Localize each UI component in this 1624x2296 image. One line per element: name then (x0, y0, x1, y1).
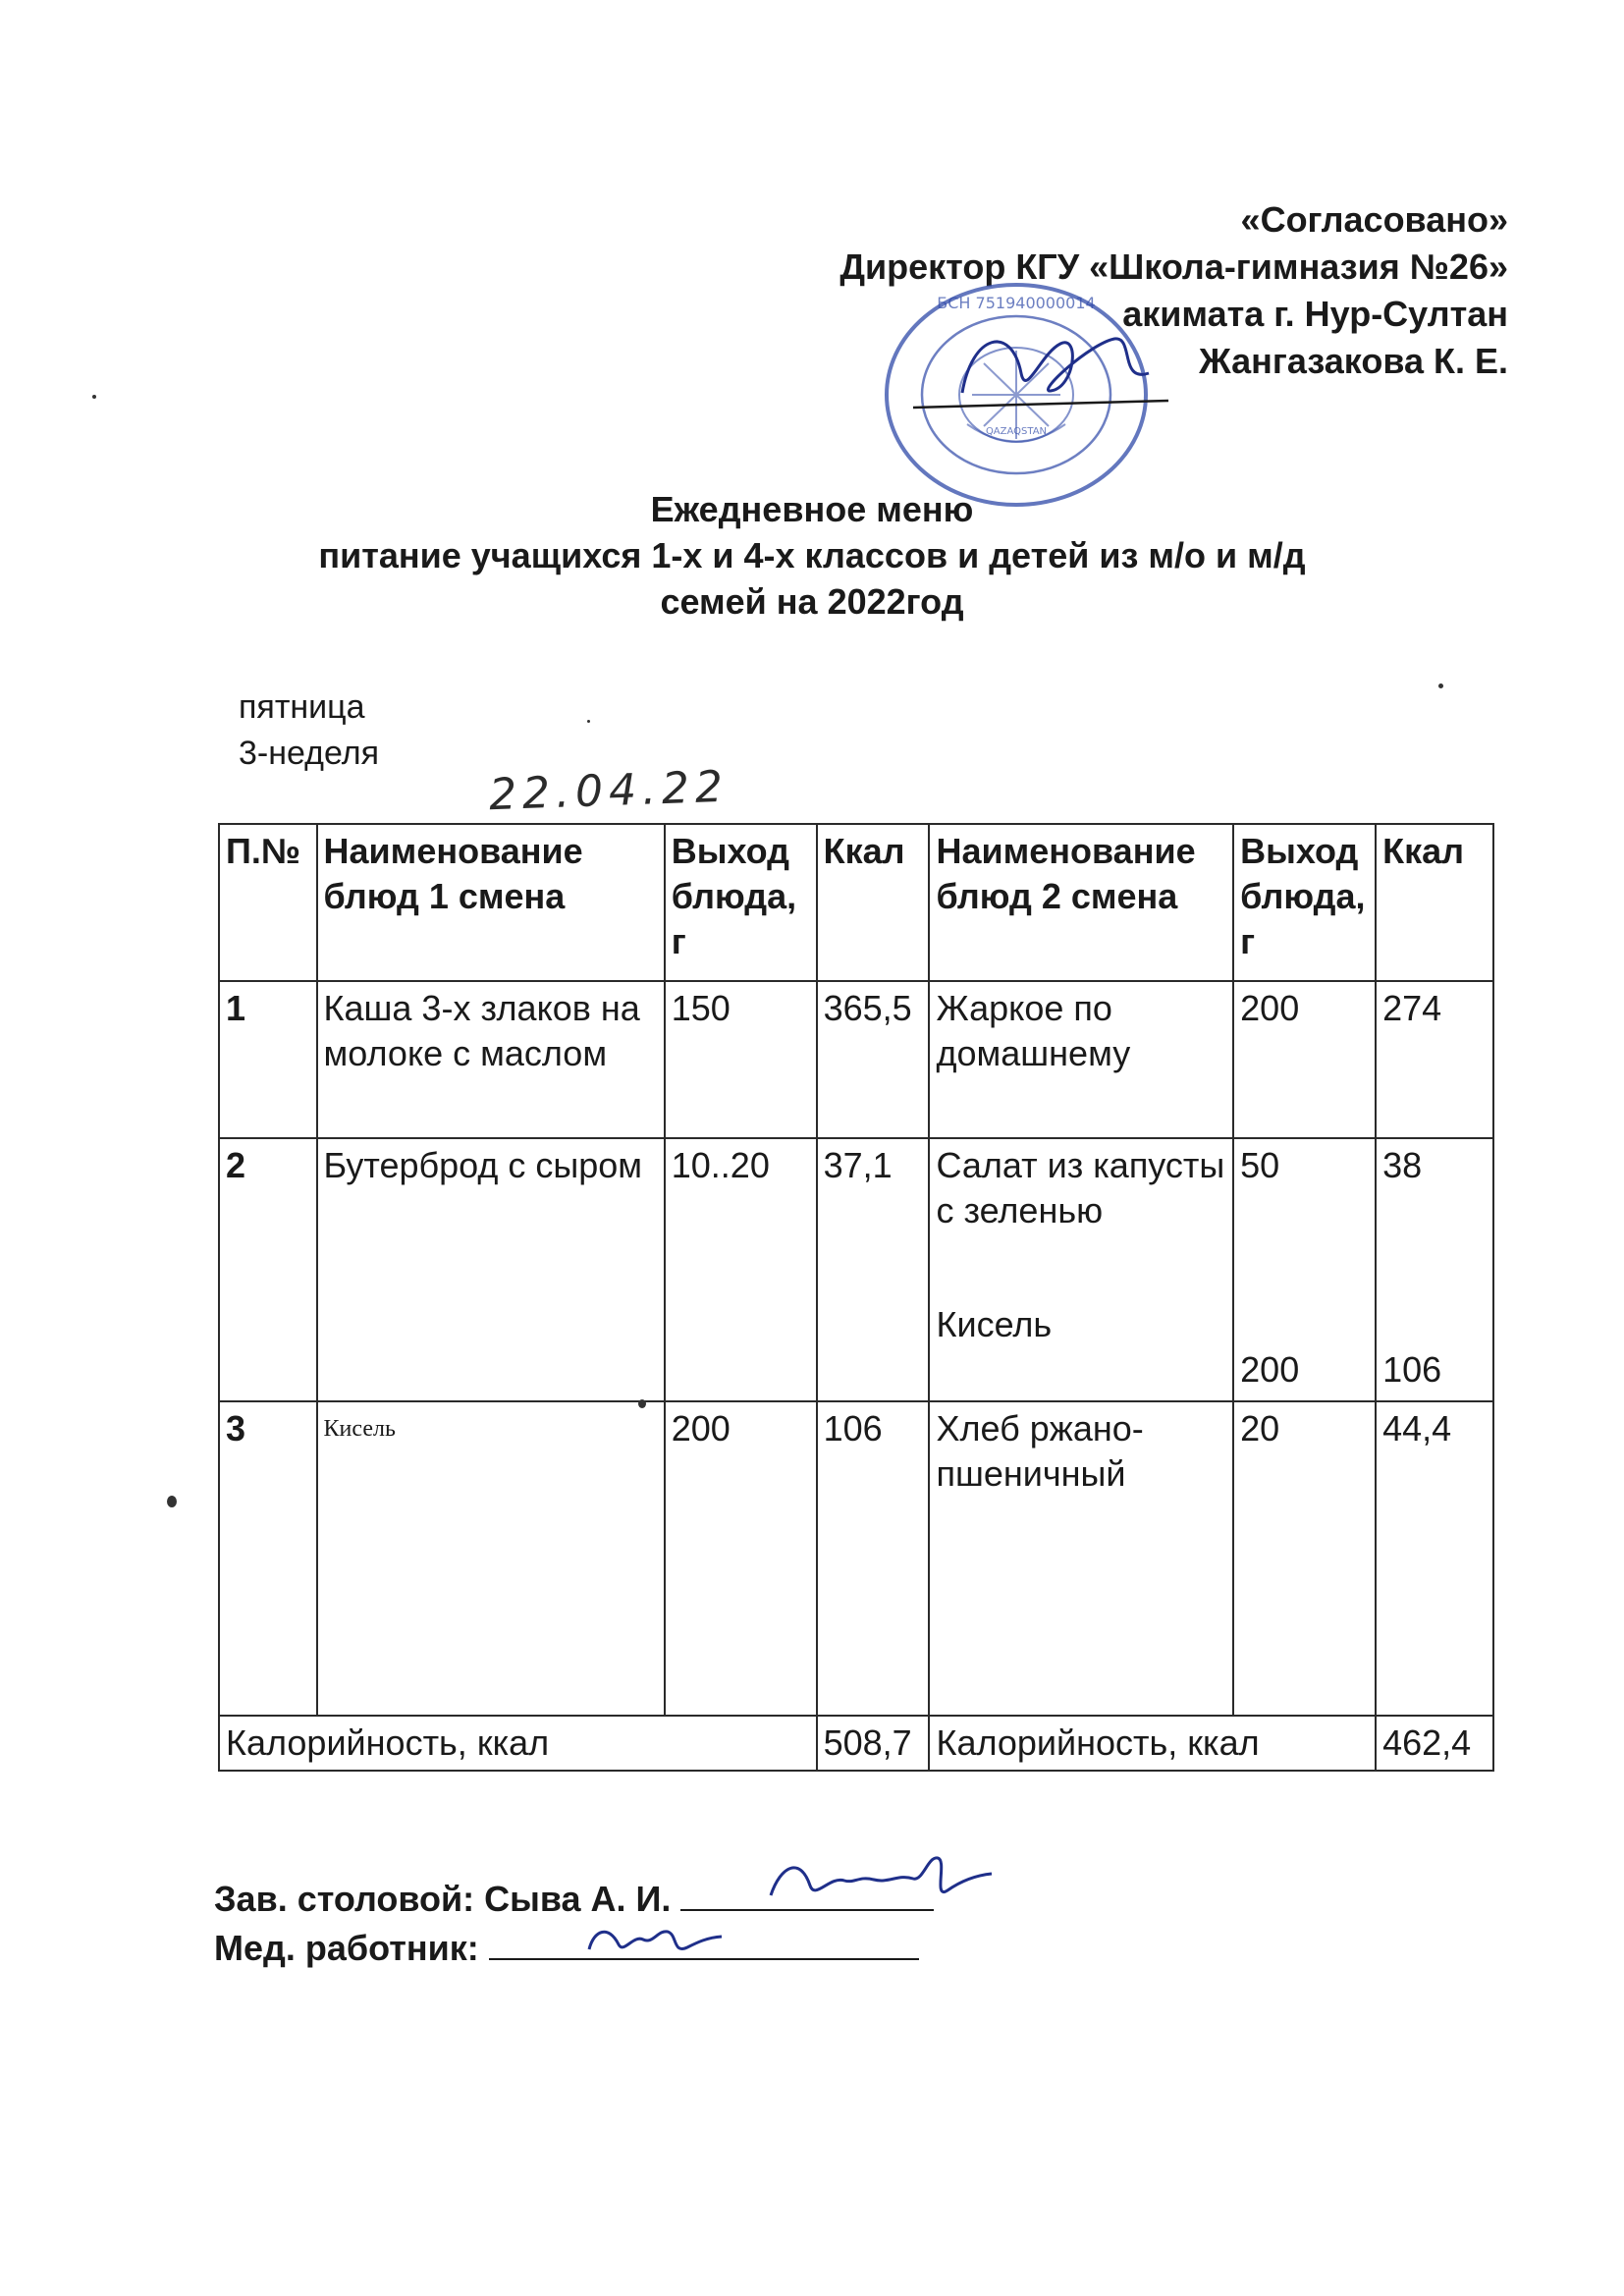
title-line-3: семей на 2022год (660, 581, 964, 622)
header-output-1: Выход блюда, г (665, 824, 817, 981)
output-shift-1: 200 (665, 1401, 817, 1716)
seal-emblem-text: QAZAQSTAN (985, 426, 1048, 437)
output-shift-2: 200 (1233, 981, 1376, 1138)
header-dish-shift-1: Наименование блюд 1 смена (317, 824, 665, 981)
dish-shift-1: Бутерброд с сыром (317, 1138, 665, 1401)
total-label-shift-1: Калорийность, ккал (219, 1716, 817, 1771)
document-title (0, 486, 1624, 625)
kcal-shift-2: 44,4 (1376, 1401, 1493, 1716)
canteen-head-label: Зав. столовой: Сыва А. И. (214, 1879, 672, 1919)
title-line-2: питание учащихся 1-х и 4-х классов и детей из м/о и м/д (318, 535, 1306, 575)
dish-shift-1: Кисель (317, 1401, 665, 1716)
medic-signature (579, 1910, 727, 1969)
row-number: 3 (219, 1401, 317, 1716)
header-output-2: Выход блюда, г (1233, 824, 1376, 981)
kcal-shift-1: 37,1 (817, 1138, 930, 1401)
approval-akimat: акимата г. Нур-Султан (1122, 294, 1508, 334)
total-value-shift-2: 462,4 (1376, 1716, 1493, 1771)
kcal-shift-2: 274 (1376, 981, 1493, 1138)
output-shift-2: 20 (1233, 1401, 1376, 1716)
dish-shift-2: Хлеб ржано-пшеничный (929, 1401, 1233, 1716)
output-shift-2-cell (1233, 1138, 1376, 1401)
total-row (219, 1716, 1493, 1771)
approval-label: «Согласовано» (1240, 199, 1508, 240)
medic-line (214, 1923, 919, 1972)
menu-table (218, 823, 1494, 1772)
total-value-shift-1: 508,7 (817, 1716, 930, 1771)
seal-bin-text: БСН 751940000014 (937, 294, 1096, 312)
output-shift-1: 10..20 (665, 1138, 817, 1401)
kcal-shift-2-cell (1376, 1138, 1493, 1401)
table-header-row (219, 824, 1493, 981)
output-shift-2-extra: 200 (1240, 1349, 1300, 1390)
total-label-shift-2: Калорийность, ккал (929, 1716, 1376, 1771)
header-number: П.№ (219, 824, 317, 981)
weekday: пятница (239, 688, 365, 726)
canteen-signature (761, 1846, 997, 1915)
row-number: 2 (219, 1138, 317, 1401)
row-number: 1 (219, 981, 317, 1138)
table-row (219, 1138, 1493, 1401)
kcal-shift-2-extra: 106 (1382, 1349, 1442, 1390)
kcal-shift-2: 38 (1382, 1145, 1423, 1185)
dish-shift-2: Салат из капусты с зеленью (936, 1145, 1225, 1230)
dish-shift-2: Жаркое по домашнему (929, 981, 1233, 1138)
director-signature (903, 314, 1178, 422)
handwritten-date: 22.04.22 (488, 761, 730, 821)
dish-shift-2-cell (929, 1138, 1233, 1401)
kcal-shift-1: 106 (817, 1401, 930, 1716)
table-row (219, 981, 1493, 1138)
kcal-shift-1: 365,5 (817, 981, 930, 1138)
header-dish-shift-2: Наименование блюд 2 смена (929, 824, 1233, 981)
title-line-1: Ежедневное меню (650, 489, 974, 529)
output-shift-1: 150 (665, 981, 817, 1138)
dish-shift-1: Каша 3-х злаков на молоке с маслом (317, 981, 665, 1138)
output-shift-2: 50 (1240, 1145, 1280, 1185)
day-info (239, 684, 379, 777)
week-number: 3-неделя (239, 735, 380, 772)
dish-shift-2-extra: Кисель (936, 1304, 1053, 1344)
table-row (219, 1401, 1493, 1716)
approval-director: Директор КГУ «Школа-гимназия №26» (839, 246, 1508, 287)
medic-label: Мед. работник: (214, 1928, 479, 1968)
header-kcal-1: Ккал (817, 824, 930, 981)
header-kcal-2: Ккал (1376, 824, 1493, 981)
approval-name: Жангазакова К. Е. (1199, 341, 1508, 381)
